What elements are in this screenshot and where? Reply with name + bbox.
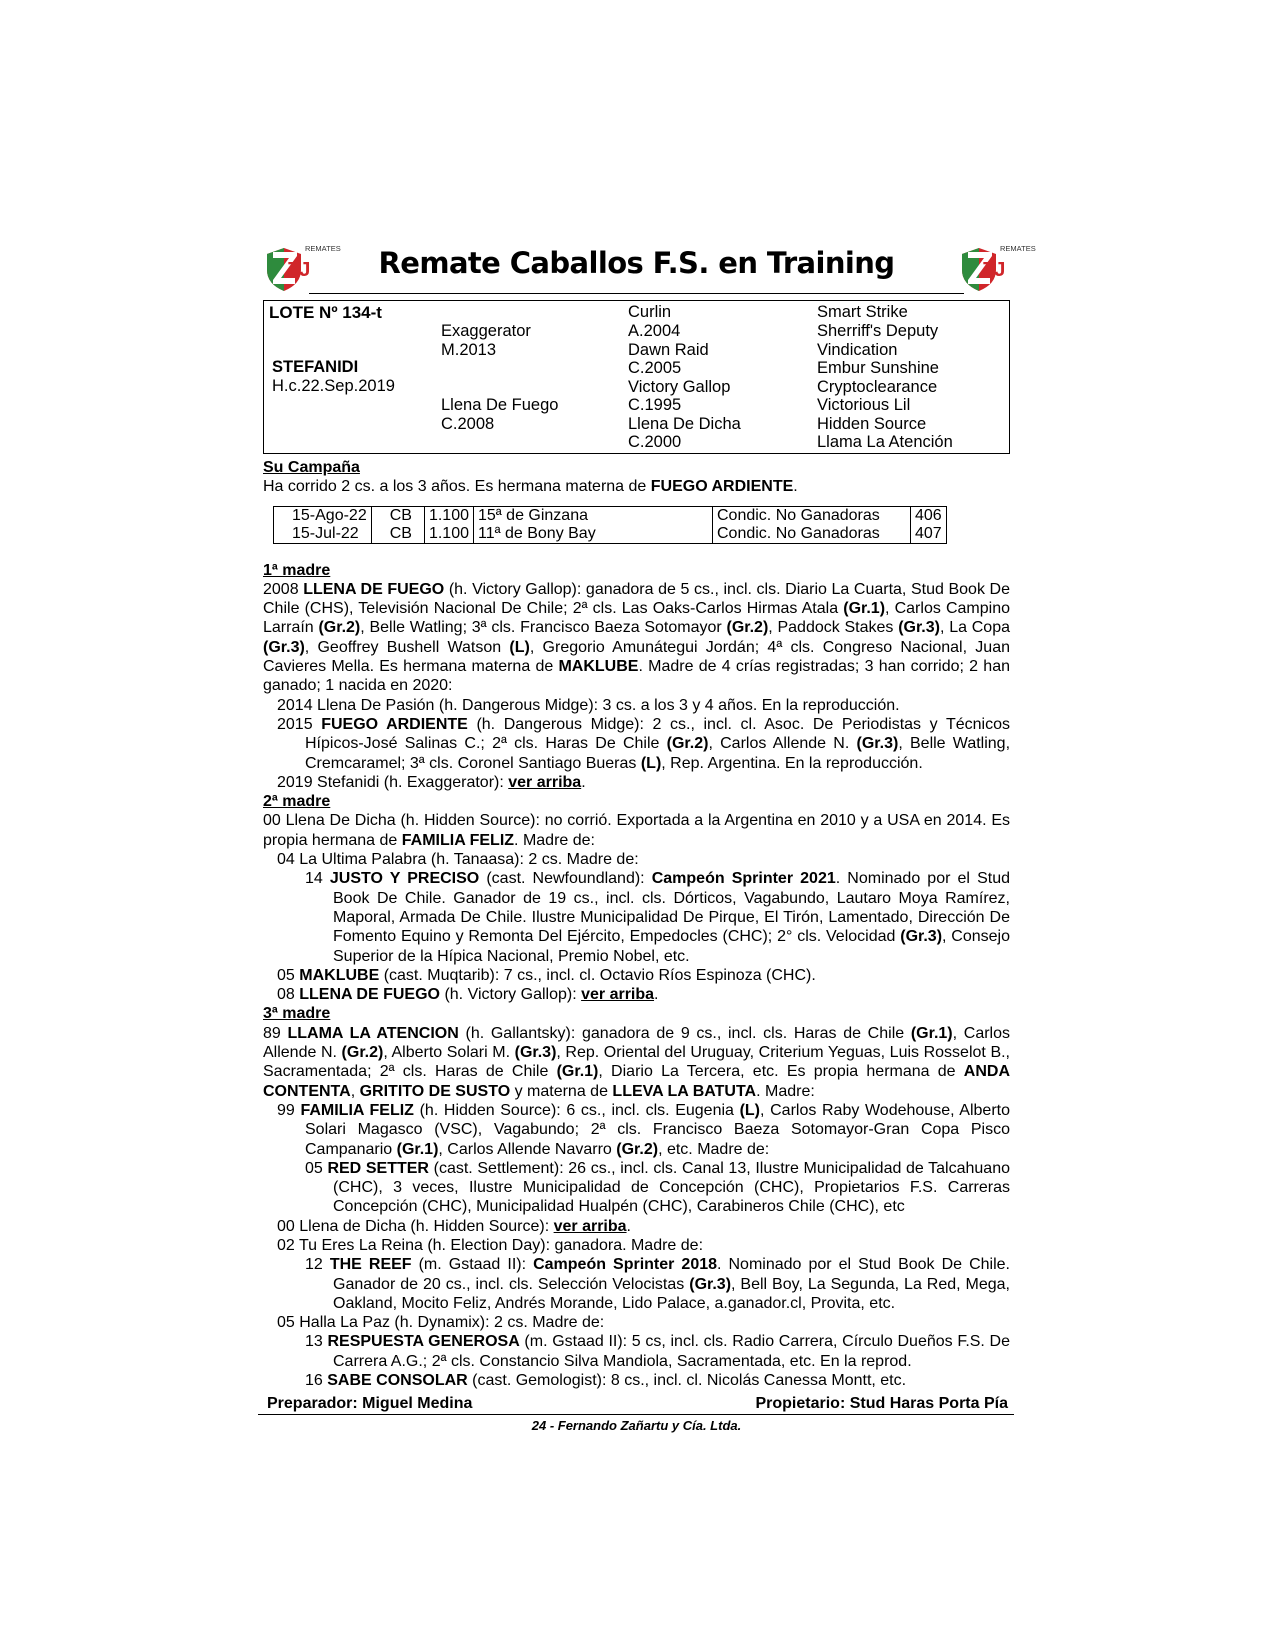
third-dam-heading: 3ª madre — [263, 1005, 331, 1023]
great-grandparent: Victorious Lil — [817, 396, 911, 414]
second-dam-heading: 2ª madre — [263, 793, 331, 811]
header-rule — [309, 293, 964, 294]
produce-entry: 08 LLENA DE FUEGO (h. Victory Gallop): ver arriba. — [277, 986, 659, 1004]
great-grandparent: Sherriff's Deputy — [817, 322, 939, 340]
catalog-page — [263, 240, 1036, 1434]
third-dam-section — [263, 1004, 1010, 1390]
horse-info: H.c.22.Sep.2019 — [272, 377, 395, 395]
grandsire-2: Victory Gallop — [628, 378, 731, 396]
race-table — [273, 506, 947, 544]
produce-entry: 2015 FUEGO ARDIENTE (h. Dangerous Midge): 2 cs., incl. cl. Asoc. De Periodistas y Técnicos Hípicos-José Salinas C.; 2ª cls. Haras De Chile (Gr.2), Carlos Allende N. (Gr.3), Belle Watling, Cremcaramel; 3ª cls. Coronel Santiago Bueras (L), Rep. Argentina. En la reproducción. — [277, 715, 1011, 772]
produce-entry: 14 JUSTO Y PRECISO (cast. Newfoundland): Campeón Sprinter 2021. Nominado por el Stud Book De Chile. Ganador de 19 cs., incl. cls. Dórticos, Vagabundo, Lautaro Moya Ramírez, Maporal, Armada De Chile. Ilustre Municipalidad De Pirque, El Tirón, Lamentado, Dirección De Fomento Equino y Remonta Del Ejército, Empedocles (CHC); 2° cls. Velocidad (Gr.3), Consejo Superior de la Hípica Nacional, Premio Nobel, etc. — [305, 870, 1011, 965]
granddam-2-info: C.2000 — [628, 433, 682, 451]
great-grandparent: Hidden Source — [817, 415, 927, 433]
remates-logo-icon — [958, 246, 1006, 292]
great-grandparent: Embur Sunshine — [817, 359, 939, 377]
horse-name: STEFANIDI — [272, 358, 359, 376]
produce-entry: 02 Tu Eres La Reina (h. Election Day): ganadora. Madre de: — [277, 1236, 704, 1254]
produce-entry: 05 RED SETTER (cast. Settlement): 26 cs., incl. cls. Canal 13, Ilustre Municipalidad de Talcahuano (CHC), 3 veces, Ilustre Municipalidad de Concepción (CHC), Propietarios F.S. Carreras Concepción (CHC), Municipalidad Hualpén (CHC), Carabineros Chile (CHC), etc — [305, 1159, 1010, 1216]
page-title: Remate Caballos F.S. en Training — [378, 246, 895, 280]
produce-entry: 99 FAMILIA FELIZ (h. Hidden Source): 6 cs., incl. cls. Eugenia (L), Carlos Raby Wodehouse, Alberto Solari Magasco (VSC), Vagabundo; 2ª cls. Francisco Baeza Sotomayor-Gran Copa Pisco Campanario (Gr.1), Carlos Allende Navarro (Gr.2), etc. Madre de: — [277, 1101, 1010, 1158]
produce-entry: 2019 Stefanidi (h. Exaggerator): ver arriba. — [277, 773, 586, 791]
granddam-1: Dawn Raid — [628, 341, 709, 359]
svg-text:ZJ: ZJ — [287, 259, 311, 281]
page-header — [263, 240, 1036, 294]
sire-info: M.2013 — [441, 341, 497, 359]
sire-name: Exaggerator — [441, 322, 531, 340]
logo-vertical-text: REMATES — [1000, 244, 1036, 253]
svg-text:ZJ: ZJ — [982, 259, 1006, 281]
footer-rule — [258, 1414, 1014, 1415]
logo-vertical-text: REMATES — [305, 244, 341, 253]
credits-row — [263, 1394, 1010, 1414]
produce-entry: 05 Halla La Paz (h. Dynamix): 2 cs. Madre de: — [277, 1314, 605, 1332]
granddam-2: Llena De Dicha — [628, 415, 741, 433]
produce-entry: 05 MAKLUBE (cast. Muqtarib): 7 cs., incl. cl. Octavio Ríos Espinoza (CHC). — [277, 966, 816, 984]
grandsire-1-info: A.2004 — [628, 322, 681, 340]
second-dam-text: 00 Llena De Dicha (h. Hidden Source): no corrió. Exportada a la Argentina en 2010 y a USA en 2014. Es propia hermana de FAMILIA FELIZ. Madre de: — [263, 812, 1010, 849]
produce-entry: 2014 Llena De Pasión (h. Dangerous Midge): 3 cs. a los 3 y 4 años. En la reproducción. — [277, 696, 900, 714]
campaign-text: Ha corrido 2 cs. a los 3 años. Es hermana materna de FUEGO ARDIENTE. — [263, 478, 798, 496]
produce-entry: 12 THE REEF (m. Gstaad II): Campeón Sprinter 2018. Nominado por el Stud Book De Chile. Ganador de 20 cs., incl. cls. Selección Velocistas (Gr.3), Bell Boy, La Segunda, La Red, Mega, Oakland, Mocito Feliz, Andrés Morande, Lido Palace, a.ganador.cl, Provita, etc. — [305, 1256, 1011, 1312]
page-footer: 24 - Fernando Zañartu y Cía. Ltda. — [531, 1418, 742, 1434]
great-grandparent: Llama La Atención — [817, 433, 953, 451]
logo-right — [958, 244, 1036, 292]
great-grandparent: Cryptoclearance — [817, 378, 938, 396]
grandsire-2-info: C.1995 — [628, 396, 682, 414]
first-dam-text: 2008 LLENA DE FUEGO (h. Victory Gallop): ganadora de 5 cs., incl. cls. Diario La Cuarta, Stud Book De Chile (CHS), Televisión Nacional De Chile; 2ª cls. Las Oaks-Carlos Hirmas Atala (Gr.1), Carlos Campino Larraín (Gr.2), Belle Watling; 3ª cls. Francisco Baeza Sotomayor (Gr.2), Paddock Stakes (Gr.3), La Copa (Gr.3), Geoffrey Bushell Watson (L), Gregorio Amunátegui Jordán; 4ª cls. Congreso Nacional, Juan Cavieres Mella. Es hermana materna de MAKLUBE. Madre de 4 crías registradas; 3 han corrido; 2 han ganado; 1 nacida en 2020: — [263, 580, 1011, 695]
dam-info: C.2008 — [441, 415, 495, 433]
pedigree-box — [263, 300, 1010, 454]
produce-entry: 13 RESPUESTA GENEROSA (m. Gstaad II): 5 cs, incl. cls. Radio Carrera, Círculo Dueños F.S. De Carrera A.G.; 2ª cls. Constancio Silva Mandiola, Sacramentada, etc. En la reprod. — [305, 1333, 1011, 1370]
trainer-label: Preparador: Miguel Medina — [267, 1395, 473, 1413]
table-row: 15-Jul-22 CB 1.100 11ª de Bony Bay Condic. No Ganadoras 407 — [274, 525, 947, 544]
granddam-1-info: C.2005 — [628, 359, 682, 377]
produce-entry: 16 SABE CONSOLAR (cast. Gemologist): 8 cs., incl. cl. Nicolás Canessa Montt, etc. — [305, 1372, 907, 1390]
grandsire-1: Curlin — [628, 303, 672, 321]
third-dam-text: 89 LLAMA LA ATENCION (h. Gallantsky): ganadora de 9 cs., incl. cls. Haras de Chile (Gr.1), Carlos Allende N. (Gr.2), Alberto Solari M. (Gr.3), Rep. Oriental del Uruguay, Criterium Yeguas, Luis Rosselot B., Sacramentada; 2ª cls. Haras de Chile (Gr.1), Diario La Tercera, etc. Es propia hermana de ANDA CONTENTA, GRITITO DE SUSTO y materna de LLEVA LA BATUTA. Madre: — [263, 1024, 1011, 1100]
produce-entry: 04 La Ultima Palabra (h. Tanaasa): 2 cs. Madre de: — [277, 851, 639, 869]
produce-entry: 00 Llena de Dicha (h. Hidden Source): ver arriba. — [277, 1217, 631, 1235]
first-dam-section — [263, 561, 1010, 793]
second-dam-section — [263, 792, 1010, 1004]
lot-number: LOTE Nº 134-t — [269, 303, 382, 322]
table-row: 15-Ago-22 CB 1.100 15ª de Ginzana Condic. No Ganadoras 406 — [274, 506, 947, 525]
campaign-heading: Su Campaña — [263, 459, 360, 476]
first-dam-heading: 1ª madre — [263, 561, 331, 579]
campaign-section — [263, 458, 1010, 544]
owner-label: Propietario: Stud Haras Porta Pía — [755, 1395, 1008, 1413]
great-grandparent: Smart Strike — [817, 303, 908, 321]
great-grandparent: Vindication — [817, 341, 898, 359]
dam-name: Llena De Fuego — [441, 396, 559, 414]
